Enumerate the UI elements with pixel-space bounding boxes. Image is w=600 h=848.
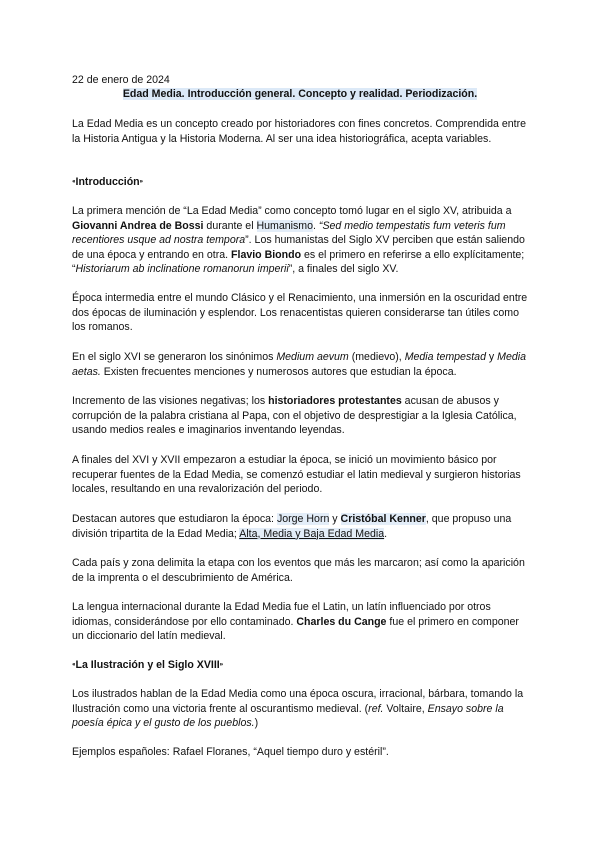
paragraph-sinonimos	[72, 350, 532, 379]
text-run: Los ilustrados hablan de la Edad Media como una época oscura, irracional, bárbara, tomando la Ilustración como una victoria frente al oscurantismo medieval. (	[72, 688, 524, 715]
link-cristobal-kenner[interactable]: Cristóbal Kenner	[340, 513, 426, 525]
text-run: ”. Los humanistas del Siglo XV perciben que están saliendo de una época y entrando en otra.	[72, 234, 525, 261]
latin-quote: Historiarum ab inclinatione romanorun imperii	[75, 263, 289, 276]
latin-quote: “Sed medio tempestatis fum veteris fum recentiores usque ad nostra tempora	[72, 219, 506, 247]
text-run: (medievo),	[348, 351, 405, 363]
text-run: es el primero en referirse a ello explícitamente; “	[72, 248, 525, 276]
paragraph-autores	[72, 512, 532, 541]
paragraph-delimitacion: Cada país y zona delimita la etapa con los eventos que más les marcaron; así como la aparición de la imprenta o el descubrimiento de América.	[72, 557, 525, 584]
text-run: Destacan autores que estudiaron la época:	[72, 513, 277, 525]
text-run: , que propuso una división tripartita de la Edad Media;	[72, 513, 512, 540]
section-heading-ilustracion	[72, 658, 223, 674]
paragraph-ilustrados	[72, 687, 532, 731]
reference-abbr: ref.	[368, 702, 384, 715]
text-run: La primera mención de “La Edad Media” como concepto tomó lugar en el siglo XV, atribuida a	[72, 205, 512, 217]
author-name: Charles du Cange	[296, 615, 387, 628]
heading-marker-open: ⁌	[72, 662, 76, 669]
paragraph-ejemplos: Ejemplos españoles: Rafael Floranes, “Aquel tiempo duro y estéril”.	[72, 746, 389, 758]
heading-marker-open: ⁌	[72, 179, 76, 186]
text-run: fue el primero en componer un diccionario del latín medieval.	[72, 615, 519, 643]
text-run: Voltaire,	[383, 702, 428, 715]
heading-marker-close: ⁍	[219, 662, 224, 669]
paragraph-latin	[72, 600, 532, 644]
latin-term: Medium aevum	[276, 351, 349, 363]
latin-term: Media aetas.	[72, 351, 527, 378]
text-run: La lengua internacional durante la Edad Media fue el Latin, un latín influenciado por otros idiomas, considerándose por ello contaminado.	[72, 601, 491, 628]
document-date: 22 de enero de 2024	[72, 74, 170, 86]
text-run: )	[254, 717, 259, 730]
text-run: Existen frecuentes menciones y numerosos autores que estudian la época.	[100, 365, 457, 378]
author-name: Giovanni Andrea de Bossi	[72, 219, 204, 232]
section-heading-introduccion	[72, 175, 143, 191]
text-run: y	[485, 351, 498, 363]
paragraph-epoca-intermedia: Época intermedia entre el mundo Clásico y el Renacimiento, una inmersión en la oscuridad entre dos épocas de iluminación y esplendor. Los renacentistas quieren considerarse tan útiles como los romanos.	[72, 292, 528, 334]
intro-paragraph: La Edad Media es un concepto creado por historiadores con fines concretos. Comprendida entre la Historia Antigua y la Historia Moderna. Al ser una idea historiográfica, acepta variables.	[72, 118, 527, 145]
work-title: Ensayo sobre la poesía épica y el gusto de los pueblos.	[72, 702, 504, 730]
author-name: Flavio Biondo	[231, 248, 302, 261]
document-title	[0, 87, 600, 102]
link-division-tripartita[interactable]: Alta, Media y Baja Edad Media	[239, 527, 385, 540]
text-run: .	[384, 527, 388, 540]
text-run: durante el	[203, 219, 257, 232]
link-jorge-horn[interactable]: Jorge Horn	[276, 513, 330, 525]
text-run: y	[329, 513, 341, 525]
text-run: acusan de abusos y corrupción de la palabra cristiana al Papa, con el objetivo de desprestigiar a la Iglesia Católica, usando medios reales e imaginarios inventando leyendas.	[72, 395, 517, 437]
heading-marker-close: ⁍	[139, 179, 144, 186]
paragraph-origen-concepto	[72, 204, 532, 277]
section-heading-text: La Ilustración y el Siglo XVIII	[75, 659, 220, 671]
paragraph-revalorizacion: A finales del XVI y XVII empezaron a estudiar la época, se inició un movimiento básico por recuperar fuentes de la Edad Media, se comenzó estudiar el latin medieval y surgieron historias locales, resultando en una revalorización del periodo.	[72, 454, 521, 496]
text-run: Incremento de las visiones negativas; los	[72, 395, 269, 407]
link-humanismo[interactable]: Humanismo	[256, 219, 314, 232]
latin-term: Media tempestad	[404, 351, 486, 363]
text-run: En el siglo XVI se generaron los sinónimos	[72, 351, 277, 363]
paragraph-visiones-negativas	[72, 394, 532, 438]
text-run: ”, a finales del siglo XV.	[288, 263, 399, 276]
title-text: Edad Media. Introducción general. Concepto y realidad. Periodización.	[122, 88, 478, 100]
text-run: .	[313, 219, 319, 232]
section-heading-text: Introducción	[75, 176, 140, 188]
key-term: historiadores protestantes	[268, 395, 402, 407]
